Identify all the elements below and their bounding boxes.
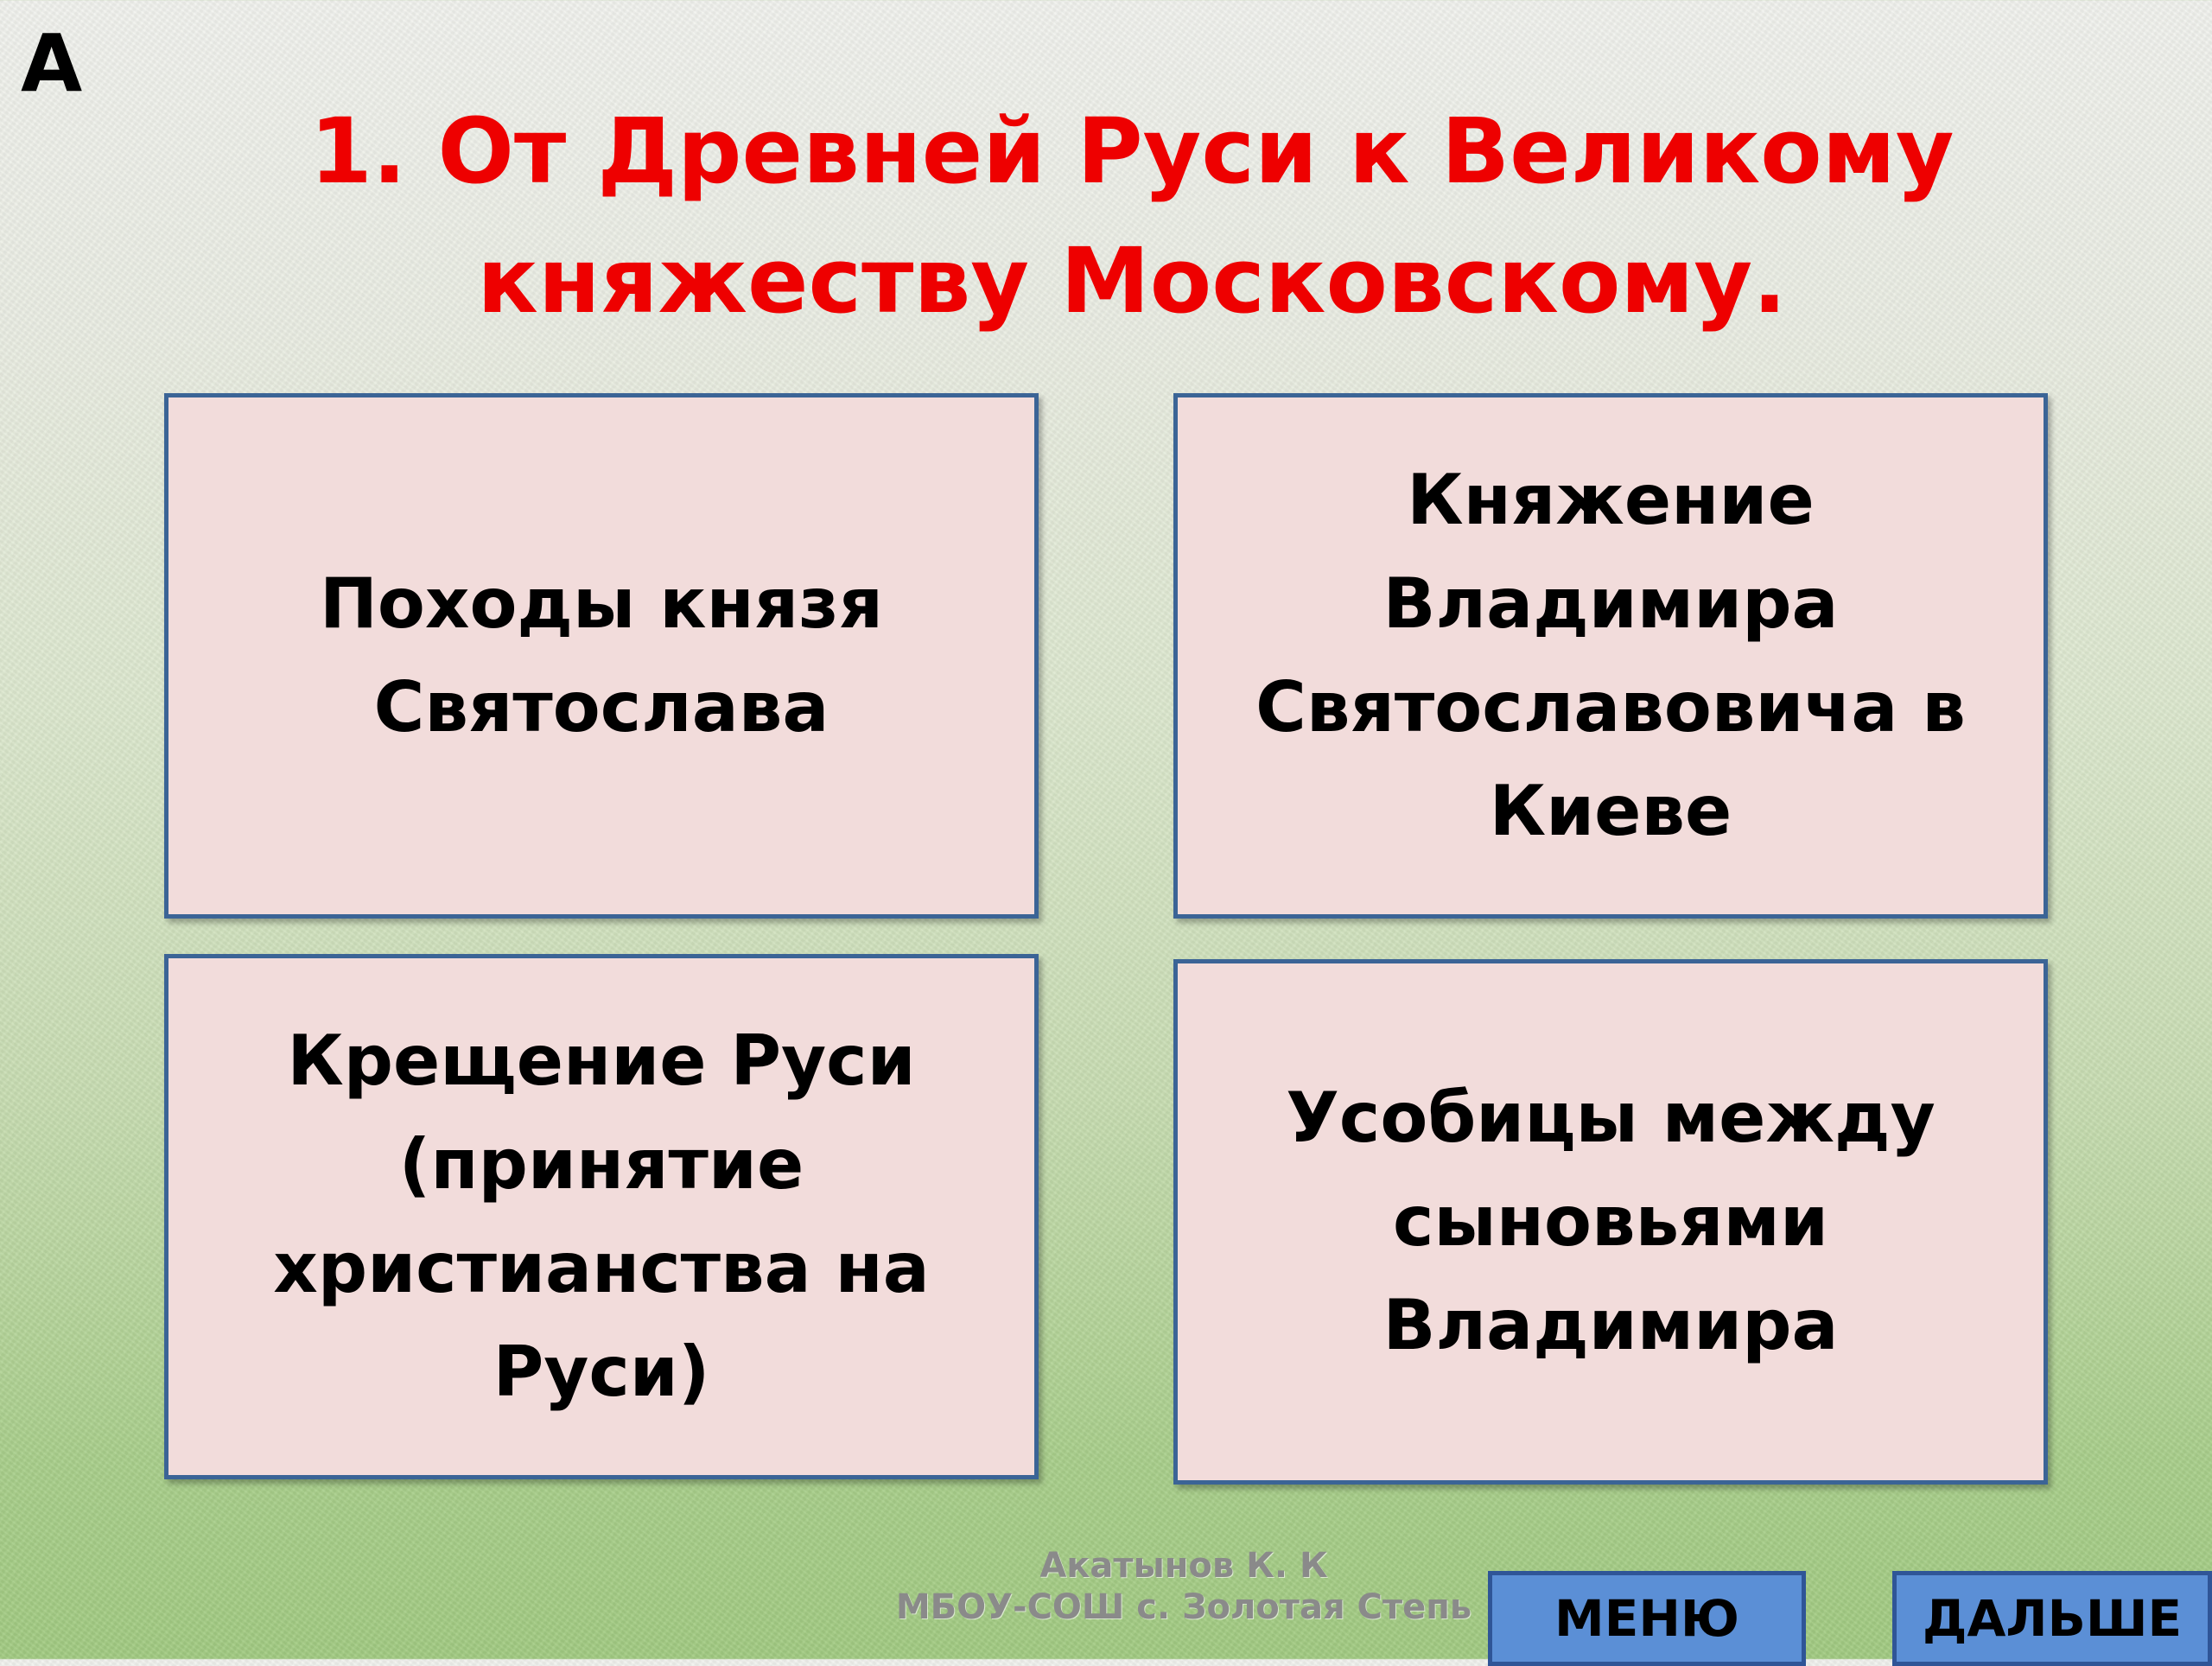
slide-title — [225, 86, 2039, 346]
answer-card-1-line-2: Святослава — [373, 667, 830, 747]
answer-card-3[interactable] — [164, 954, 1039, 1479]
answer-card-4-line-3: Владимира — [1382, 1285, 1839, 1365]
answer-card-3-line-1: Крещение Руси — [287, 1021, 916, 1101]
slide-title-line-2: княжеству Московскому. — [477, 228, 1787, 334]
author-credit — [855, 1545, 1512, 1628]
answer-card-1-text — [302, 552, 900, 760]
answer-card-4-line-1: Усобицы между — [1286, 1078, 1936, 1158]
author-name: Акатынов К. К — [1039, 1546, 1328, 1586]
answer-card-2[interactable] — [1173, 393, 2048, 919]
menu-button[interactable]: МЕНЮ — [1488, 1571, 1806, 1666]
answer-card-4-line-2: сыновьями — [1392, 1181, 1828, 1262]
answer-card-2-line-3: Святославовича в — [1255, 667, 1966, 747]
answer-card-3-line-2: (принятие — [398, 1124, 804, 1205]
answer-card-4-text — [1268, 1066, 1952, 1377]
next-button[interactable]: ДАЛЬШЕ — [1892, 1571, 2212, 1666]
answer-card-2-line-4: Киеве — [1489, 771, 1732, 851]
answer-card-4[interactable] — [1173, 959, 2048, 1485]
answer-card-2-text — [1238, 448, 1983, 863]
slide-title-line-1: 1. От Древней Руси к Великому — [309, 99, 1955, 204]
answer-card-1[interactable] — [164, 393, 1039, 919]
answer-card-3-line-3: христианства на Руси) — [273, 1228, 930, 1412]
answer-card-3-text — [168, 1009, 1034, 1424]
answer-card-2-line-2: Владимира — [1382, 563, 1839, 644]
answer-card-2-line-1: Княжение — [1407, 460, 1815, 540]
slide-letter: А — [21, 17, 83, 110]
answer-card-1-line-1: Походы князя — [319, 563, 884, 644]
school-name: МБОУ-СОШ с. Золотая Степь — [895, 1587, 1472, 1627]
